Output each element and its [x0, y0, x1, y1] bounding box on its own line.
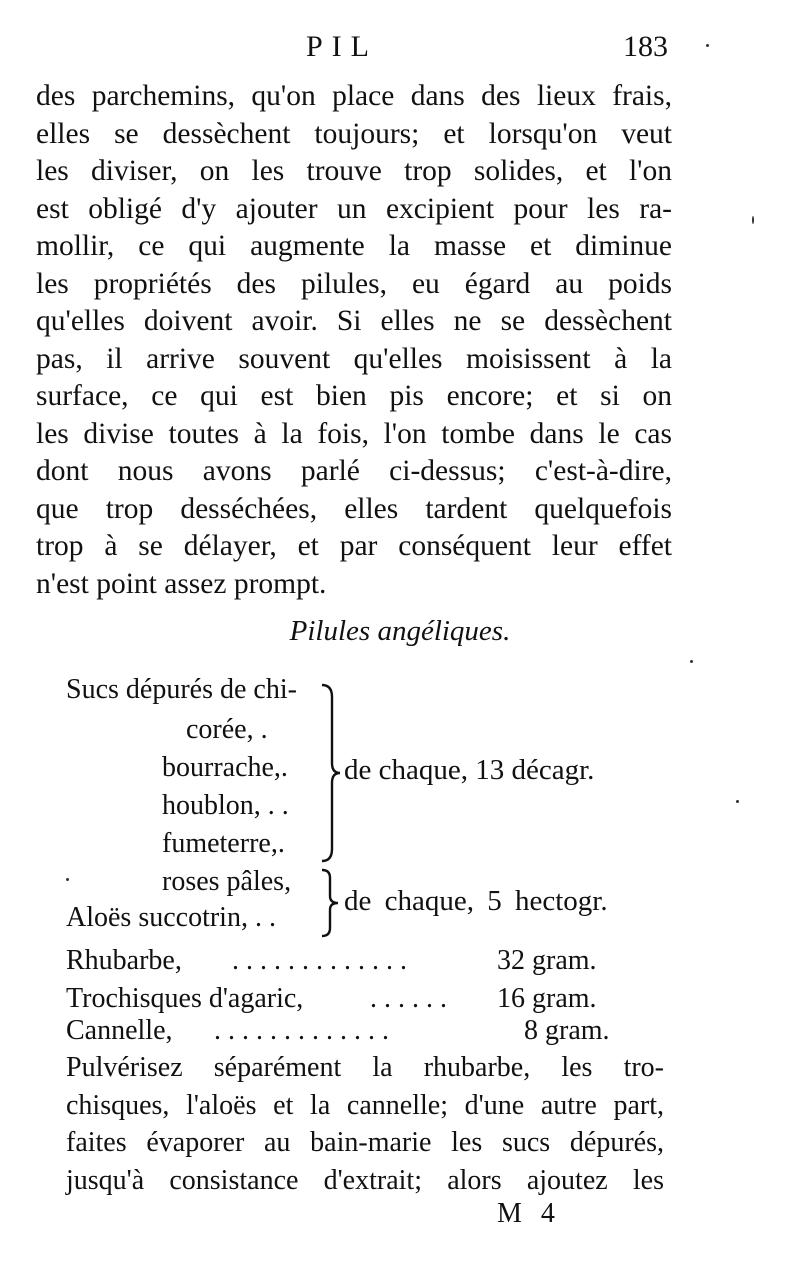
page-header	[36, 30, 668, 74]
ingredient-dose: de chaque, 13 décagr.	[344, 754, 595, 786]
text-line: les diviser, on les trouve trop solides, et l'on	[36, 155, 672, 187]
ingredient-item: houblon, . .	[162, 790, 289, 821]
page-number: 183	[623, 30, 668, 63]
ingredient-item: roses pâles,	[162, 866, 292, 897]
ingredient-name: Trochisques d'agaric,	[66, 983, 304, 1014]
text-line: les propriétés des pilules, eu égard au poids	[36, 267, 672, 300]
text-line: pas, il arrive souvent qu'elles moisissent à la	[36, 342, 672, 375]
running-head: PIL	[306, 30, 378, 63]
leader-dots: . . . . . . . . . . . . .	[214, 1015, 389, 1046]
print-speck	[706, 44, 709, 47]
ingredient-item: bourrache,.	[162, 752, 288, 783]
text-line: jusqu'à consistance d'extrait; alors ajoutez les	[66, 1164, 664, 1196]
text-line: mollir, ce qui augmente la masse et diminue	[36, 230, 672, 262]
right-brace-icon	[320, 683, 342, 863]
ingredient-item: Sucs dépurés de chi-	[66, 674, 297, 705]
ingredient-quantity: 32 gram.	[497, 945, 597, 976]
text-line: surface, ce qui est bien pis encore; et si on	[36, 380, 672, 412]
leader-dots: . . . . . .	[370, 983, 447, 1014]
print-speck	[690, 660, 693, 663]
text-line: les divise toutes à la fois, l'on tombe dans le cas	[36, 417, 672, 450]
paragraph-instructions	[66, 1049, 664, 1199]
text-line: dont nous avons parlé ci-dessus; c'est-à-dire,	[36, 455, 672, 487]
print-speck	[752, 216, 754, 224]
print-speck	[66, 878, 69, 881]
recipe-title: Pilules angéliques.	[289, 615, 511, 647]
text-line: trop à se délayer, et par conséquent leur effet	[36, 530, 672, 562]
ingredient-item: fumeterre,.	[162, 828, 285, 859]
text-line: que trop desséchées, elles tardent quelquefois	[36, 492, 672, 525]
text-line: qu'elles doivent avoir. Si elles ne se dessèchent	[36, 305, 672, 337]
print-speck	[736, 800, 739, 803]
text-line: Pulvérisez séparément la rhubarbe, les tro-	[66, 1052, 664, 1083]
ingredient-quantity: 8 gram.	[524, 1015, 610, 1046]
text-line: chisques, l'aloës et la cannelle; d'une autre part,	[66, 1089, 664, 1121]
ingredient-item: Aloës succotrin, . .	[66, 902, 276, 933]
text-line: est obligé d'y ajouter un excipient pour les ra-	[36, 192, 672, 225]
paragraph-continued	[36, 78, 672, 603]
ingredient-quantity: 16 gram.	[497, 983, 597, 1014]
signature-mark: M 4	[497, 1198, 561, 1229]
ingredient-dose: de chaque, 5 hectogr.	[344, 885, 608, 917]
text-line: n'est point assez prompt.	[36, 567, 327, 600]
text-line: faites évaporer au bain-marie les sucs dépurés,	[66, 1127, 664, 1158]
right-brace-icon	[320, 868, 342, 938]
text-line: des parchemins, qu'on place dans des lieux frais,	[36, 80, 672, 112]
ingredient-name: Rhubarbe,	[66, 945, 182, 976]
leader-dots: . . . . . . . . . . . . .	[232, 945, 407, 976]
text-line: elles se dessèchent toujours; et lorsqu'on veut	[36, 117, 672, 150]
ingredient-name: Cannelle,	[66, 1015, 173, 1046]
ingredient-item: corée, .	[186, 714, 268, 745]
